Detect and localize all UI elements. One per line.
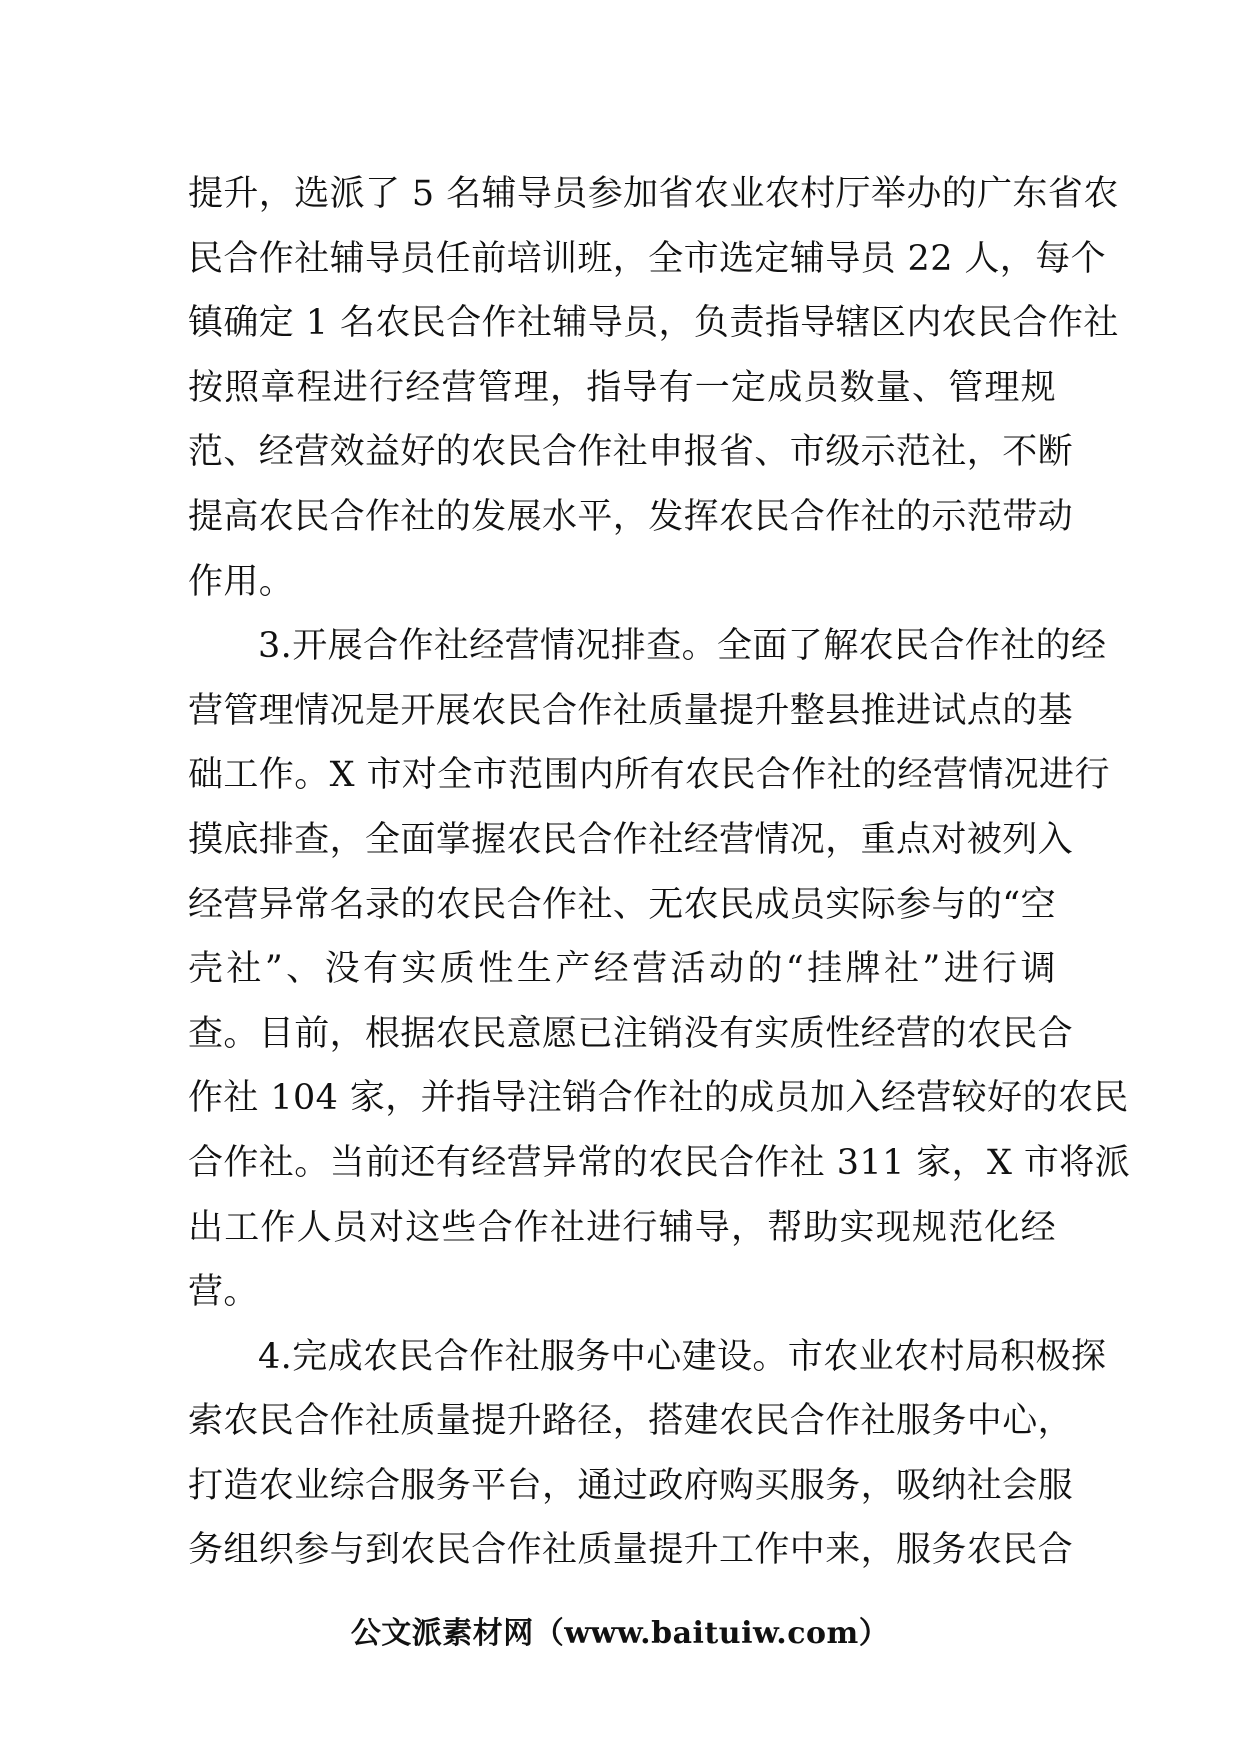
footer-watermark: 公文派素材网（www.baituiw.com） bbox=[350, 1616, 890, 1651]
text-line: 提高农民合作社的发展水平，发挥农民合作社的示范带动 bbox=[188, 496, 1074, 537]
text-line: 壳社”、没有实质性生产经营活动的“挂牌社”进行调 bbox=[188, 949, 1056, 990]
text-line: 查。目前，根据农民意愿已注销没有实质性经营的农民合 bbox=[188, 1013, 1074, 1054]
text-line: 4.完成农民合作社服务中心建设。市农业农村局积极探 bbox=[258, 1336, 1107, 1377]
text-line: 出工作人员对这些合作社进行辅导，帮助实现规范化经 bbox=[188, 1207, 1056, 1248]
text-line: 务组织参与到农民合作社质量提升工作中来，服务农民合 bbox=[188, 1530, 1074, 1571]
text-line: 范、经营效益好的农民合作社申报省、市级示范社，不断 bbox=[188, 432, 1074, 473]
text-line: 营管理情况是开展农民合作社质量提升整县推进试点的基 bbox=[188, 690, 1074, 731]
text-line: 索农民合作社质量提升路径，搭建农民合作社服务中心， bbox=[188, 1401, 1074, 1442]
text-line: 按照章程进行经营管理，指导有一定成员数量、管理规 bbox=[188, 367, 1056, 408]
text-line: 提升，选派了 5 名辅导员参加省农业农村厅举办的广东省农 bbox=[188, 174, 1119, 214]
text-line: 3.开展合作社经营情况排查。全面了解农民合作社的经 bbox=[258, 626, 1107, 667]
text-line: 合作社。当前还有经营异常的农民合作社 311 家，X 市将派 bbox=[188, 1142, 1131, 1183]
text-line: 作用。 bbox=[188, 561, 295, 602]
text-line: 摸底排查，全面掌握农民合作社经营情况，重点对被列入 bbox=[188, 819, 1074, 860]
body-text bbox=[188, 162, 1131, 1583]
text-line: 打造农业综合服务平台，通过政府购买服务，吸纳社会服 bbox=[188, 1465, 1074, 1506]
text-line: 经营异常名录的农民合作社、无农民成员实际参与的“空 bbox=[188, 884, 1056, 925]
text-line: 础工作。X 市对全市范围内所有农民合作社的经营情况进行 bbox=[188, 755, 1110, 796]
text-line: 民合作社辅导员任前培训班，全市选定辅导员 22 人，每个 bbox=[188, 238, 1106, 279]
text-line: 营。 bbox=[188, 1272, 259, 1313]
text-line: 作社 104 家，并指导注销合作社的成员加入经营较好的农民 bbox=[188, 1078, 1129, 1119]
text-line: 镇确定 1 名农民合作社辅导员，负责指导辖区内农民合作社 bbox=[188, 303, 1119, 344]
